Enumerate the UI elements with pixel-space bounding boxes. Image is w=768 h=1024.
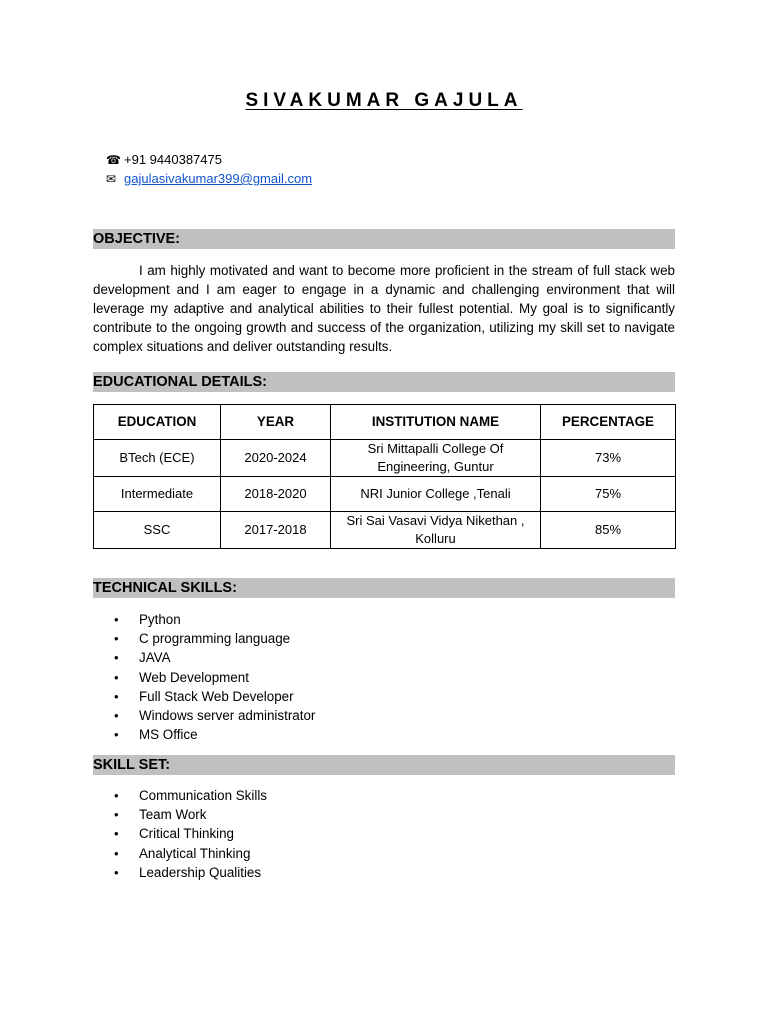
bullet-icon: • — [114, 845, 119, 861]
bullet-icon: • — [114, 864, 119, 880]
skill-set-heading: SKILL SET: — [93, 755, 675, 775]
bullet-icon: • — [114, 612, 119, 627]
technical-skills-list — [93, 610, 315, 744]
table-header-row — [94, 405, 676, 440]
table-cell: Intermediate — [94, 477, 221, 512]
table-cell: 2017-2018 — [221, 512, 331, 549]
list-item: • Communication Skills — [93, 786, 267, 805]
table-row — [94, 440, 676, 477]
objective-heading: OBJECTIVE: — [93, 229, 675, 249]
list-item: • MS Office — [93, 725, 315, 744]
list-item: • Full Stack Web Developer — [93, 687, 315, 706]
email-line — [106, 171, 312, 186]
list-item: • Team Work — [93, 805, 267, 824]
education-table — [93, 404, 676, 549]
column-header: EDUCATION — [94, 405, 221, 440]
phone-number: +91 9440387475 — [124, 152, 222, 167]
email-link[interactable]: gajulasivakumar399@gmail.com — [124, 171, 313, 186]
bullet-icon: • — [114, 727, 119, 743]
table-cell: SSC — [94, 512, 221, 549]
candidate-name: SIVAKUMAR GAJULA — [245, 90, 523, 111]
list-item: • Web Development — [93, 668, 315, 687]
phone-line — [106, 152, 222, 167]
envelope-icon: ✉ — [106, 171, 117, 186]
table-cell: NRI Junior College ,Tenali — [331, 477, 541, 512]
education-heading: EDUCATIONAL DETAILS: — [93, 372, 675, 392]
table-cell: 73% — [541, 440, 676, 477]
technical-skills-heading: TECHNICAL SKILLS: — [93, 578, 675, 598]
table-cell: 75% — [541, 477, 676, 512]
table-row — [94, 512, 676, 549]
bullet-icon: • — [114, 826, 119, 842]
list-item: • Leadership Qualities — [93, 863, 267, 882]
list-item: • Critical Thinking — [93, 824, 267, 843]
list-item: • Analytical Thinking — [93, 844, 267, 863]
list-item: • C programming language — [93, 629, 315, 648]
phone-icon: ☎ — [106, 152, 121, 167]
column-header: PERCENTAGE — [541, 405, 676, 440]
table-cell: BTech (ECE) — [94, 440, 221, 477]
table-row — [94, 477, 676, 512]
list-item: • Python — [93, 610, 315, 629]
bullet-icon: • — [114, 669, 119, 685]
list-item: • Windows server administrator — [93, 706, 315, 725]
table-cell: 2020-2024 — [221, 440, 331, 477]
list-item: • JAVA — [93, 648, 315, 667]
bullet-icon: • — [114, 707, 119, 723]
column-header: YEAR — [221, 405, 331, 440]
bullet-icon: • — [114, 650, 119, 666]
table-cell: 85% — [541, 512, 676, 549]
objective-text: I am highly motivated and want to become more proficient in the stream of full stack web development and I am eager to engage in a dynamic and challenging environment that will leverage my adaptive and analytical abilities to their fullest potential. My goal is to significantly contribute to the ongoing growth and success of the organization, utilizing my skill set to navigate complex situations and deliver outstanding results. — [93, 263, 675, 355]
bullet-icon: • — [114, 788, 119, 803]
bullet-icon: • — [114, 807, 119, 823]
bullet-icon: • — [114, 688, 119, 704]
table-cell: Sri Sai Vasavi Vidya Nikethan , Kolluru — [331, 512, 541, 549]
bullet-icon: • — [114, 631, 119, 647]
skill-set-list — [93, 786, 267, 882]
table-cell: Sri Mittapalli College Of Engineering, Guntur — [331, 440, 541, 477]
table-cell: 2018-2020 — [221, 477, 331, 512]
column-header: INSTITUTION NAME — [331, 405, 541, 440]
